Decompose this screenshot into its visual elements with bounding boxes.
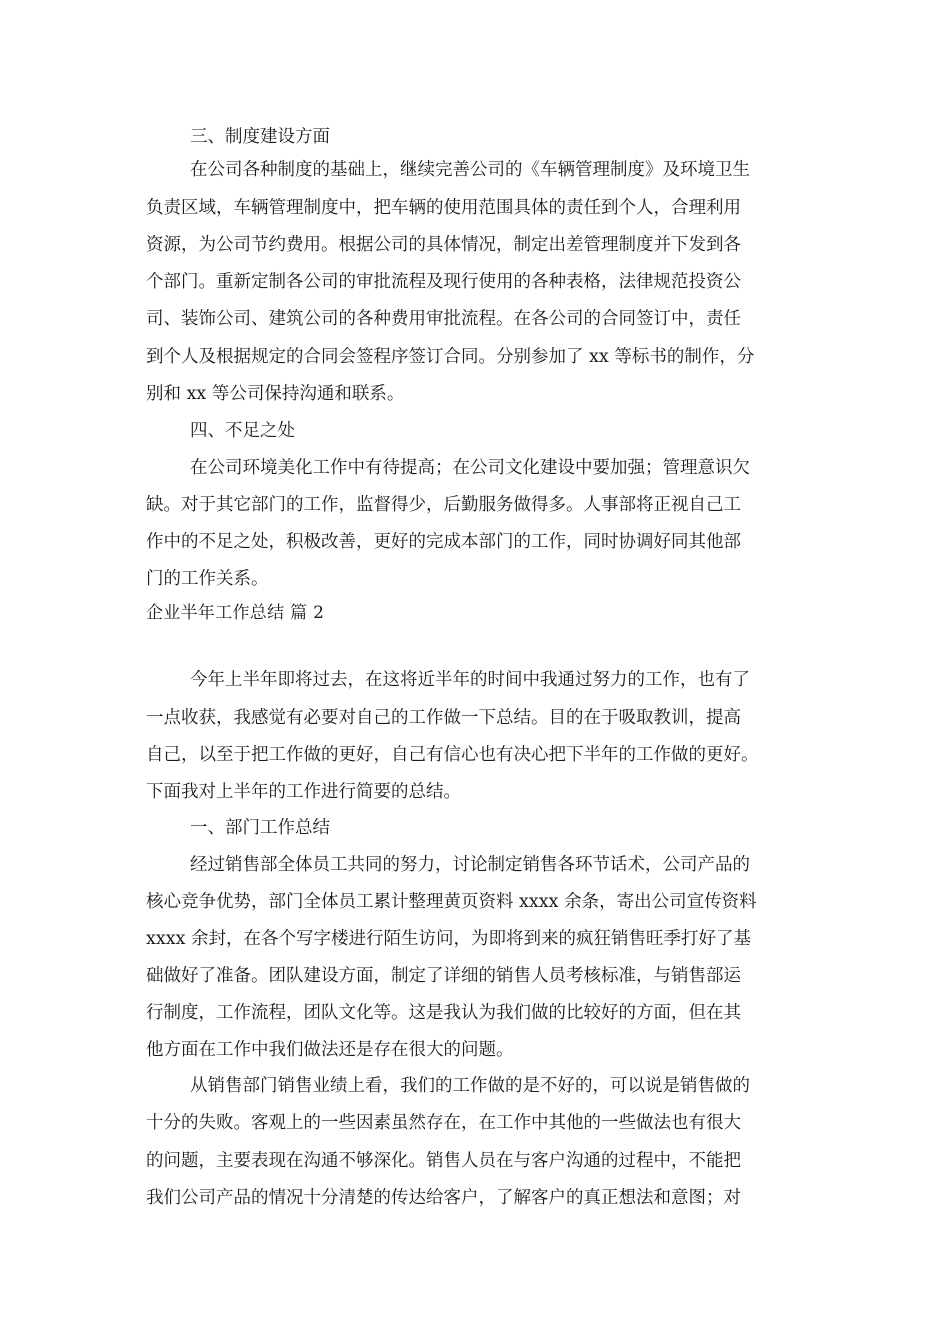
section-three-line-3: 资源，为公司节约费用。根据公司的具体情况，制定出差管理制度并下发到各 xyxy=(146,235,741,255)
part-one-b-line-4: 我们公司产品的情况十分清楚的传达给客户，了解客户的真正想法和意图；对 xyxy=(146,1188,741,1208)
section-three-line-5: 司、装饰公司、建筑公司的各种费用审批流程。在各公司的合同签订中，责任 xyxy=(146,309,741,329)
part-one-b-line-2: 十分的失败。客观上的一些因素虽然存在，在工作中其他的一些做法也有很大 xyxy=(146,1113,741,1133)
intro-line-3: 自己，以至于把工作做的更好，自己有信心也有决心把下半年的工作做的更好。 xyxy=(146,745,759,765)
intro-line-2: 一点收获，我感觉有必要对自己的工作做一下总结。目的在于吸取教训，提高 xyxy=(146,708,741,728)
part-one-b-line-1: 从销售部门销售业绩上看，我们的工作做的是不好的，可以说是销售做的 xyxy=(190,1076,750,1096)
part-one-line-3: xxxx 余封，在各个写字楼进行陌生访问，为即将到来的疯狂销售旺季打好了基 xyxy=(146,929,752,949)
part-one-line-5: 行制度，工作流程，团队文化等。这是我认为我们做的比较好的方面，但在其 xyxy=(146,1003,741,1023)
section-three-line-2: 负责区域，车辆管理制度中，把车辆的使用范围具体的责任到个人，合理利用 xyxy=(146,198,741,218)
part-one-line-4: 础做好了准备。团队建设方面，制定了详细的销售人员考核标准，与销售部运 xyxy=(146,966,741,986)
section-four-line-4: 门的工作关系。 xyxy=(146,569,269,589)
part-one-line-2: 核心竞争优势，部门全体员工累计整理黄页资料 xxxx 余条，寄出公司宣传资料 xyxy=(146,892,757,912)
section-four-line-3: 作中的不足之处，积极改善，更好的完成本部门的工作，同时协调好同其他部 xyxy=(146,532,741,552)
section-four-line-1: 在公司环境美化工作中有待提高；在公司文化建设中要加强；管理意识欠 xyxy=(190,458,750,478)
section-three-line-7: 别和 xx 等公司保持沟通和联系。 xyxy=(146,384,405,404)
section-three-line-1: 在公司各种制度的基础上，继续完善公司的《车辆管理制度》及环境卫生 xyxy=(190,160,750,180)
intro-line-1: 今年上半年即将过去，在这将近半年的时间中我通过努力的工作，也有了 xyxy=(190,670,750,690)
part-one-line-1: 经过销售部全体员工共同的努力，讨论制定销售各环节话术，公司产品的 xyxy=(190,855,750,875)
part-one-heading: 一、部门工作总结 xyxy=(190,818,330,838)
section-three-line-6: 到个人及根据规定的合同会签程序签订合同。分别参加了 xx 等标书的制作，分 xyxy=(146,347,755,367)
section-three-heading: 三、制度建设方面 xyxy=(190,127,330,147)
part-one-b-line-3: 的问题，主要表现在沟通不够深化。销售人员在与客户沟通的过程中，不能把 xyxy=(146,1151,741,1171)
part-one-line-6: 他方面在工作中我们做法还是存在很大的问题。 xyxy=(146,1040,514,1060)
intro-line-4: 下面我对上半年的工作进行简要的总结。 xyxy=(146,782,461,802)
section-three-line-4: 个部门。重新定制各公司的审批流程及现行使用的各种表格，法律规范投资公 xyxy=(146,272,741,292)
section-four-line-2: 缺。对于其它部门的工作，监督得少，后勤服务做得多。人事部将正视自己工 xyxy=(146,495,741,515)
section-four-heading: 四、不足之处 xyxy=(190,421,295,441)
article-two-title: 企业半年工作总结 篇 2 xyxy=(146,603,325,623)
